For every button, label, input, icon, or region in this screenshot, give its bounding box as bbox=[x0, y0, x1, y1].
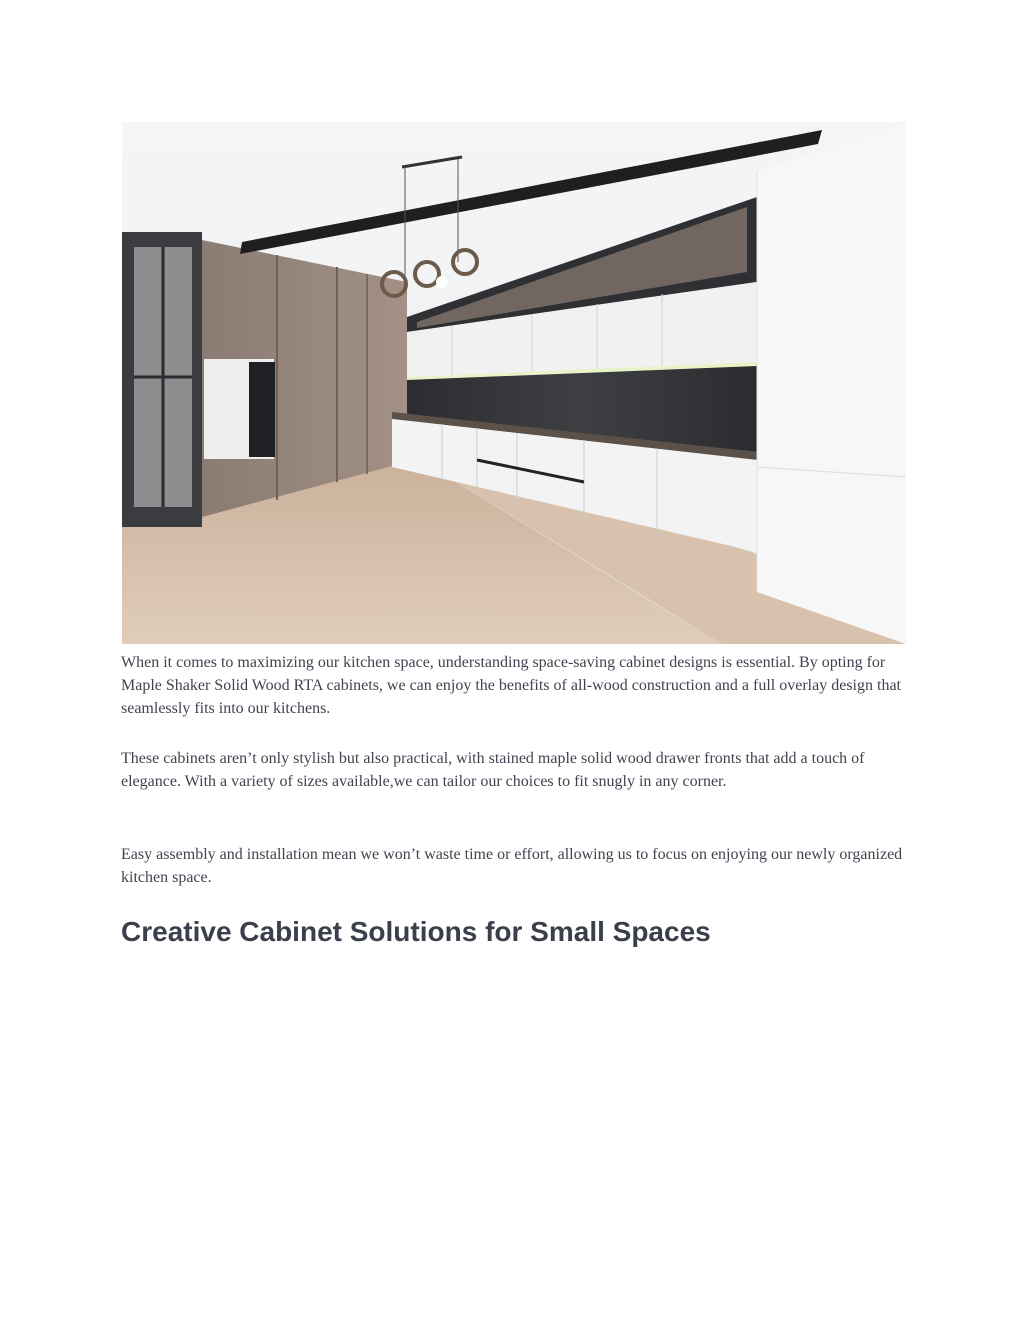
paragraph-intro: When it comes to maximizing our kitchen space, understanding space-saving cabinet designs is essential. By opting for Maple Shaker Solid Wood RTA cabinets, we can enjoy the benefits of all-wood construction and a full overlay design that seamlessly fits into our kitchens. bbox=[121, 654, 901, 717]
section-heading: Creative Cabinet Solutions for Small Spaces bbox=[121, 916, 711, 947]
kitchen-photo bbox=[122, 122, 906, 644]
paragraph-assembly: Easy assembly and installation mean we won’t waste time or effort, allowing us to focus on enjoying our newly organized kitchen space. bbox=[121, 846, 903, 886]
paragraph-style: These cabinets aren’t only stylish but also practical, with stained maple solid wood drawer fronts that add a touch of elegance. With a variety of sizes available,we can tailor our choices to fit snugly in any corner. bbox=[121, 750, 865, 790]
